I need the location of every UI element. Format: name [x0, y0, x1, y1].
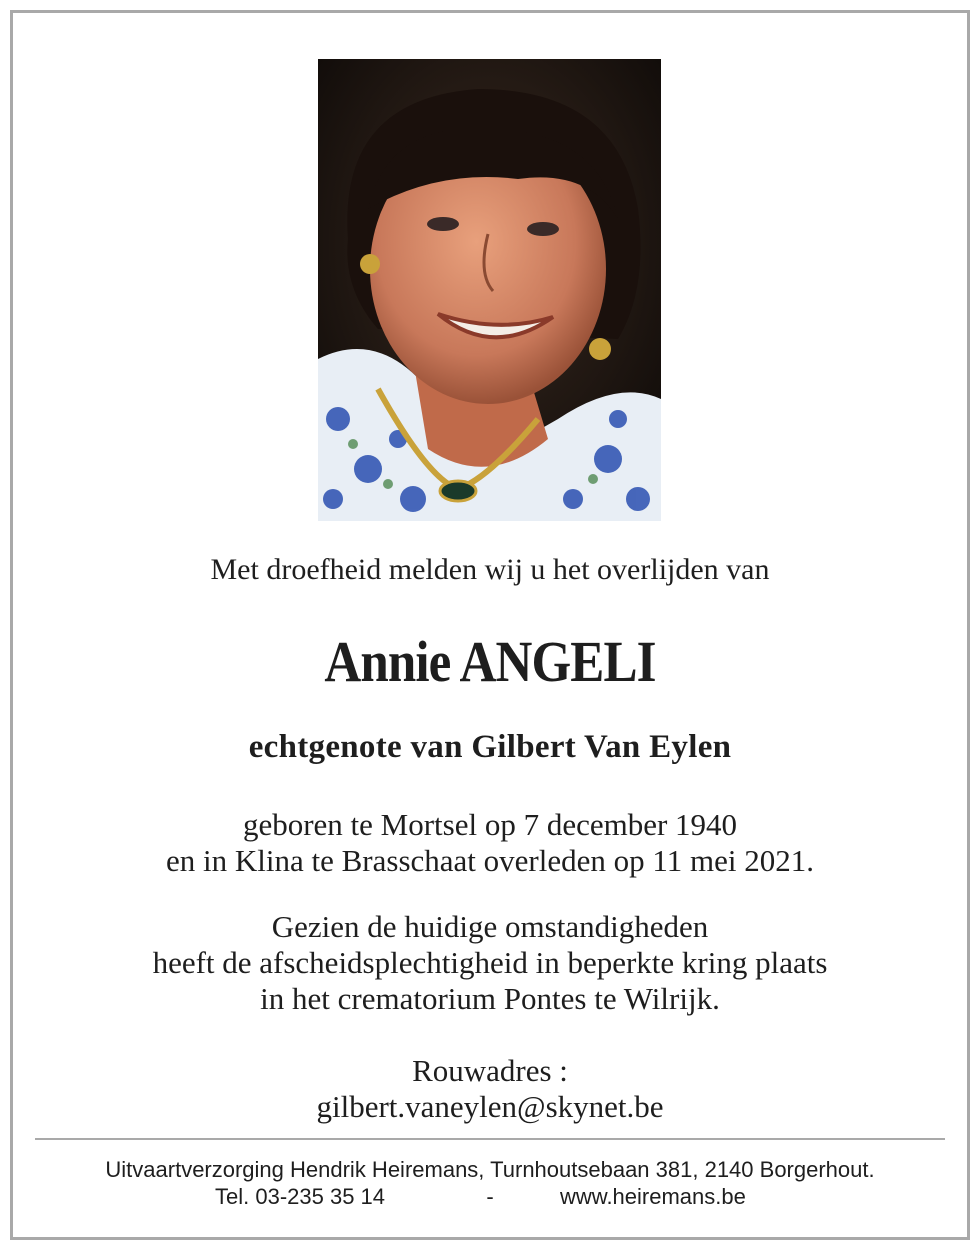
- death-line: en in Klina te Brasschaat overleden op 11 mei 2021.: [166, 843, 814, 878]
- ceremony-details: [13, 909, 967, 1017]
- obituary-card: [10, 10, 970, 1240]
- ceremony-line: Gezien de huidige omstandigheden: [271, 909, 709, 944]
- ceremony-line: heeft de afscheidsplechtigheid in beperkte kring plaats: [152, 945, 828, 980]
- mourning-email-link[interactable]: gilbert.vaneylen@skynet.be: [316, 1089, 664, 1124]
- birth-line: geboren te Mortsel op 7 december 1940: [242, 807, 738, 842]
- portrait-photo: [318, 59, 661, 521]
- footer-phone[interactable]: Tel. 03-235 35 14: [215, 1184, 386, 1209]
- footer-separator: -: [486, 1184, 494, 1209]
- ceremony-line: in het crematorium Pontes te Wilrijk.: [260, 981, 720, 1016]
- intro-text: Met droefheid melden wij u het overlijden van: [210, 553, 770, 586]
- funeral-company-line: Uitvaartverzorging Hendrik Heiremans, Turnhoutsebaan 381, 2140 Borgerhout.: [105, 1157, 875, 1182]
- deceased-name: Annie ANGELI: [324, 629, 656, 694]
- portrait-image: [318, 59, 661, 521]
- mourning-address-label: Rouwadres :: [412, 1053, 568, 1088]
- birth-death-details: [13, 807, 967, 879]
- footer-contact-line: [13, 1184, 967, 1210]
- footer-website-link[interactable]: www.heiremans.be: [560, 1184, 746, 1209]
- footer-divider: [35, 1138, 945, 1140]
- spouse-line: echtgenote van Gilbert Van Eylen: [248, 729, 732, 765]
